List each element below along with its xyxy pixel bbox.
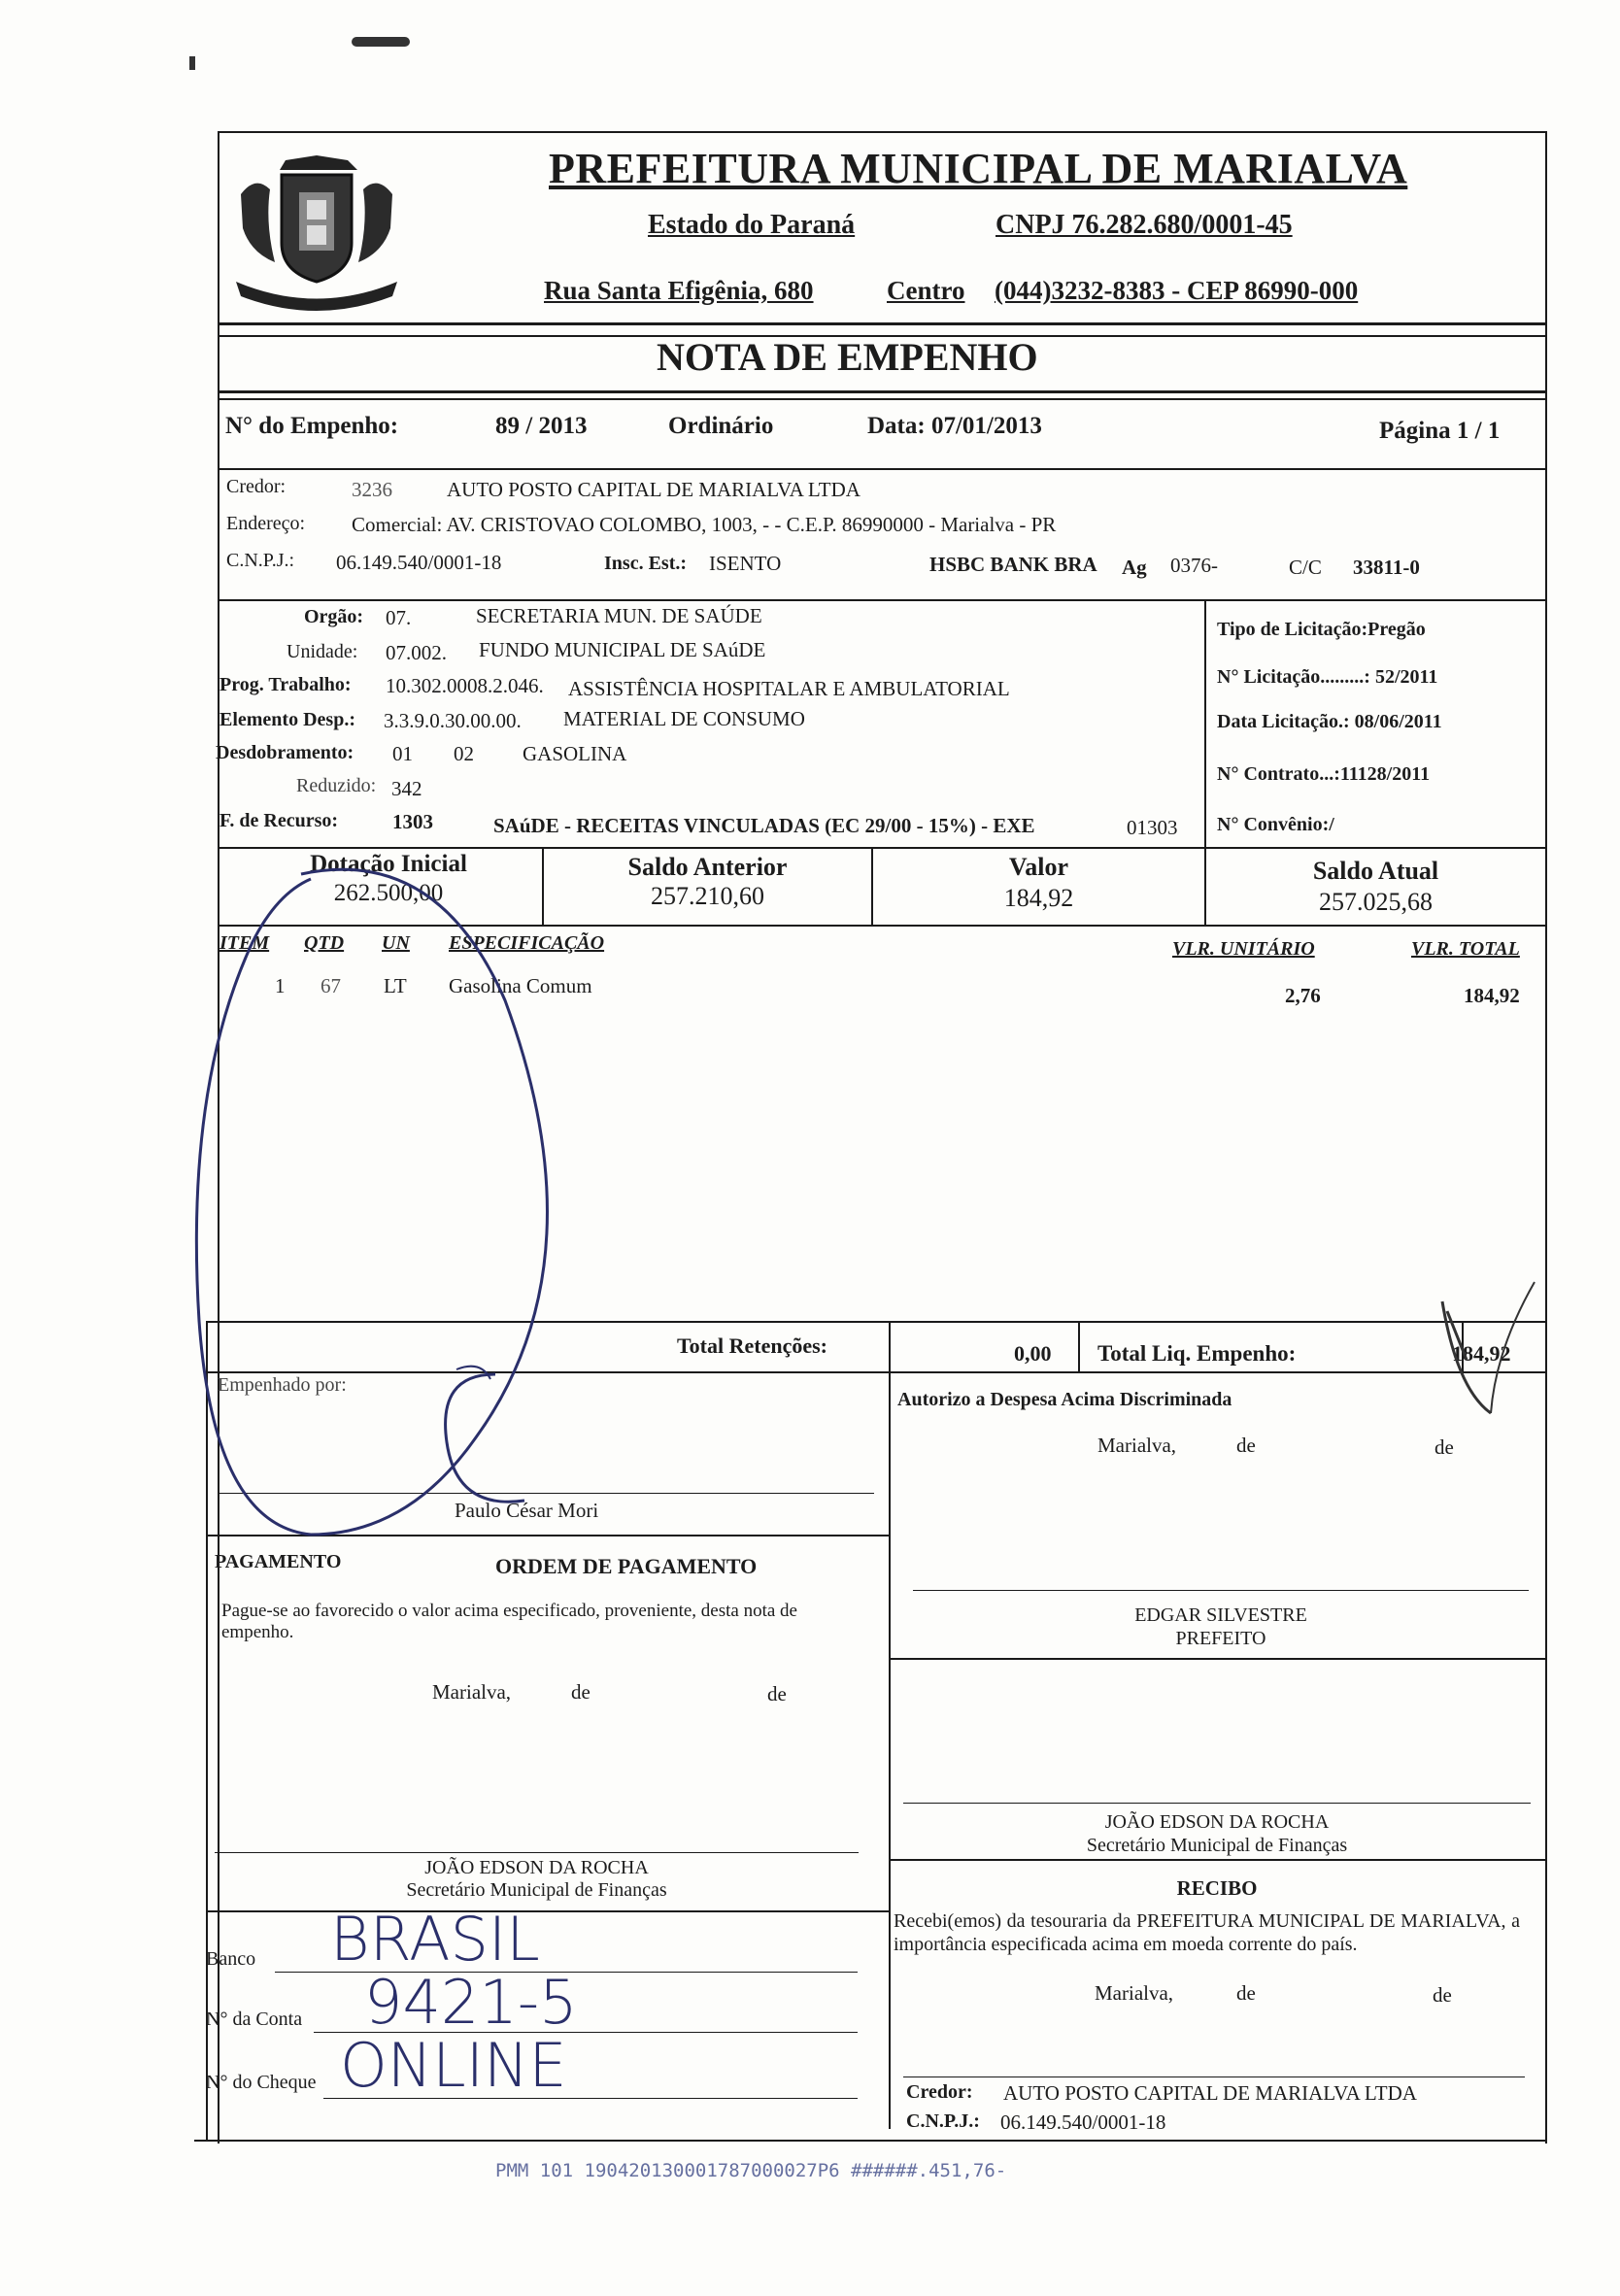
machine-stamp: PMM 101 190420130001787000027P6 ######.451,76-	[495, 2160, 1007, 2181]
saldo-anterior-label: Saldo Anterior	[627, 853, 788, 881]
cnpj-credor-label: C.N.P.J.:	[226, 550, 295, 571]
dotacao-value: 262.500,00	[333, 880, 444, 906]
bank-name: HSBC BANK BRA	[929, 553, 1097, 576]
cc-value: 33811-0	[1353, 556, 1420, 579]
state-label: Estado do Paraná	[648, 210, 856, 240]
recurso-label: F. de Recurso:	[219, 810, 339, 831]
pagamento-text: Pague-se ao favorecido o valor acima especificado, proveniente, desta nota de empenho.	[221, 1601, 797, 1642]
recibo-cnpj-value: 06.149.540/0001-18	[1000, 2110, 1166, 2134]
recibo-title: RECIBO	[1176, 1876, 1258, 1900]
ag-value: 0376-	[1170, 554, 1218, 577]
numero-licitacao: N° Licitação.........: 52/2011	[1217, 666, 1438, 688]
empenhado-name: Paulo César Mori	[455, 1499, 599, 1522]
prog-code: 10.302.0008.2.046.	[386, 674, 544, 697]
liq-value: 184,92	[1452, 1341, 1511, 1366]
desdob-code2: 02	[454, 742, 474, 765]
cnpj-label: CNPJ 76.282.680/0001-45	[996, 210, 1293, 240]
autorizo-de1: de	[1236, 1434, 1256, 1457]
desdob-name: GASOLINA	[523, 742, 627, 765]
empenho-type: Ordinário	[668, 413, 774, 439]
address-label: Rua Santa Efigênia, 680	[544, 276, 814, 305]
desdob-code1: 01	[392, 742, 413, 765]
pagamento-de1: de	[571, 1680, 591, 1704]
recibo-credor-value: AUTO POSTO CAPITAL DE MARIALVA LTDA	[1003, 2081, 1417, 2105]
col-qtd: QTD	[304, 932, 345, 954]
scan-mark	[189, 56, 195, 70]
col-un: UN	[382, 932, 410, 954]
orgao-label: Orgão:	[304, 606, 364, 627]
page-number: Página 1 / 1	[1379, 418, 1501, 444]
recurso-code: 1303	[392, 810, 433, 833]
cc-label: C/C	[1289, 556, 1322, 579]
unidade-code: 07.002.	[386, 641, 447, 664]
financas-left-role: Secretário Municipal de Finanças	[406, 1879, 667, 1901]
document-title: NOTA DE EMPENHO	[657, 335, 1038, 379]
page-title: PREFEITURA MUNICIPAL DE MARIALVA	[549, 145, 1408, 192]
recibo-cnpj-label: C.N.P.J.:	[906, 2110, 980, 2132]
empenho-label: N° do Empenho:	[225, 413, 399, 439]
banco-label: Banco	[206, 1948, 256, 1970]
elemento-label: Elemento Desp.:	[219, 709, 355, 730]
recurso-code2: 01303	[1127, 816, 1178, 839]
item-qtd: 67	[321, 974, 341, 997]
recurso-name: SAúDE - RECEITAS VINCULADAS (EC 29/00 - 15%) - EXE	[493, 814, 1035, 837]
insc-label: Insc. Est.:	[604, 553, 688, 574]
orgao-name: SECRETARIA MUN. DE SAÚDE	[476, 604, 762, 627]
prefeito-role: PREFEITO	[1175, 1628, 1266, 1649]
elemento-name: MATERIAL DE CONSUMO	[563, 707, 805, 730]
empenhado-label: Empenhado por:	[218, 1374, 347, 1396]
financas-right-role: Secretário Municipal de Finanças	[1086, 1835, 1348, 1856]
credor-name: AUTO POSTO CAPITAL DE MARIALVA LTDA	[447, 478, 861, 501]
retencoes-label: Total Retenções:	[677, 1334, 827, 1358]
retencoes-value: 0,00	[1014, 1341, 1052, 1366]
reduzido-label: Reduzido:	[296, 775, 377, 796]
numero-convenio: N° Convênio:/	[1217, 814, 1334, 835]
empenho-date: Data: 07/01/2013	[867, 413, 1042, 439]
municipal-crest-icon	[221, 136, 412, 316]
col-vlr-unit: VLR. UNITÁRIO	[1172, 938, 1315, 960]
saldo-anterior-value: 257.210,60	[651, 882, 764, 910]
col-item: ITEM	[219, 932, 270, 954]
tipo-licitacao: Tipo de Licitação:Pregão	[1217, 619, 1426, 640]
numero-contrato: N° Contrato...:11128/2011	[1217, 763, 1431, 785]
credor-code: 3236	[352, 478, 392, 501]
insc-value: ISENTO	[709, 552, 782, 575]
pagamento-place: Marialva,	[432, 1680, 512, 1704]
district-label: Centro	[887, 276, 965, 305]
col-vlr-total: VLR. TOTAL	[1411, 938, 1520, 960]
autorizo-de2: de	[1434, 1435, 1454, 1459]
unidade-name: FUNDO MUNICIPAL DE SAúDE	[479, 638, 766, 661]
dotacao-label: Dotação Inicial	[310, 851, 467, 877]
autorizo-text: Autorizo a Despesa Acima Discriminada	[897, 1389, 1232, 1410]
pagamento-label: PAGAMENTO	[215, 1551, 342, 1572]
empenho-number: 89 / 2013	[495, 413, 588, 439]
financas-left-name: JOÃO EDSON DA ROCHA	[424, 1857, 649, 1878]
cheque-label: N° do Cheque	[206, 2072, 317, 2093]
phone-cep-label: (044)3232-8383 - CEP 86990-000	[995, 276, 1359, 305]
conta-value: 9421-5	[364, 1967, 578, 2038]
unidade-label: Unidade:	[287, 641, 358, 662]
banco-value: BRASIL	[330, 1904, 540, 1975]
elemento-code: 3.3.9.0.30.00.00.	[384, 709, 522, 732]
scan-mark	[352, 37, 410, 47]
pen-loop-mark	[427, 1355, 563, 1520]
item-vlr-total: 184,92	[1464, 984, 1520, 1007]
recibo-credor-label: Credor:	[906, 2081, 973, 2103]
financas-right-name: JOÃO EDSON DA ROCHA	[1104, 1811, 1330, 1833]
prog-label: Prog. Trabalho:	[219, 674, 352, 695]
recibo-de2: de	[1433, 1983, 1452, 2007]
valor-label: Valor	[1008, 853, 1069, 881]
item-un: LT	[384, 974, 407, 997]
valor-value: 184,92	[1003, 884, 1074, 912]
cheque-value: ONLINE	[340, 2030, 567, 2101]
desdob-label: Desdobramento:	[216, 742, 354, 763]
col-espec: ESPECIFICAÇÃO	[449, 932, 605, 954]
endereco-value: Comercial: AV. CRISTOVAO COLOMBO, 1003, - - C.E.P. 86990000 - Marialva - PR	[352, 513, 1057, 536]
prog-name: ASSISTÊNCIA HOSPITALAR E AMBULATORIAL	[568, 677, 1010, 700]
recibo-de1: de	[1236, 1981, 1256, 2005]
ordem-pagamento-title: ORDEM DE PAGAMENTO	[495, 1554, 758, 1578]
saldo-atual-label: Saldo Atual	[1312, 857, 1439, 885]
credor-label: Credor:	[226, 476, 287, 497]
orgao-code: 07.	[386, 606, 412, 629]
endereco-label: Endereço:	[226, 513, 306, 534]
ag-label: Ag	[1122, 556, 1147, 579]
saldo-atual-value: 257.025,68	[1319, 888, 1433, 916]
item-espec: Gasolina Comum	[449, 974, 592, 997]
data-licitacao: Data Licitação.: 08/06/2011	[1217, 711, 1442, 732]
item-number: 1	[275, 974, 286, 997]
reduzido-value: 342	[391, 777, 422, 800]
autorizo-place: Marialva,	[1097, 1434, 1177, 1457]
item-vlr-unit: 2,76	[1285, 984, 1321, 1007]
pen-check-mark	[1428, 1272, 1544, 1418]
cnpj-credor-value: 06.149.540/0001-18	[336, 551, 502, 574]
recibo-place: Marialva,	[1095, 1981, 1174, 2005]
liq-label: Total Liq. Empenho:	[1097, 1341, 1297, 1366]
conta-label: N° da Conta	[206, 2009, 303, 2030]
prefeito-name: EDGAR SILVESTRE	[1134, 1604, 1307, 1626]
recibo-text: Recebi(emos) da tesouraria da PREFEITURA MUNICIPAL DE MARIALVA, a importância especificada acima em moeda corrente do país.	[894, 1910, 1520, 1955]
pagamento-de2: de	[767, 1682, 787, 1705]
